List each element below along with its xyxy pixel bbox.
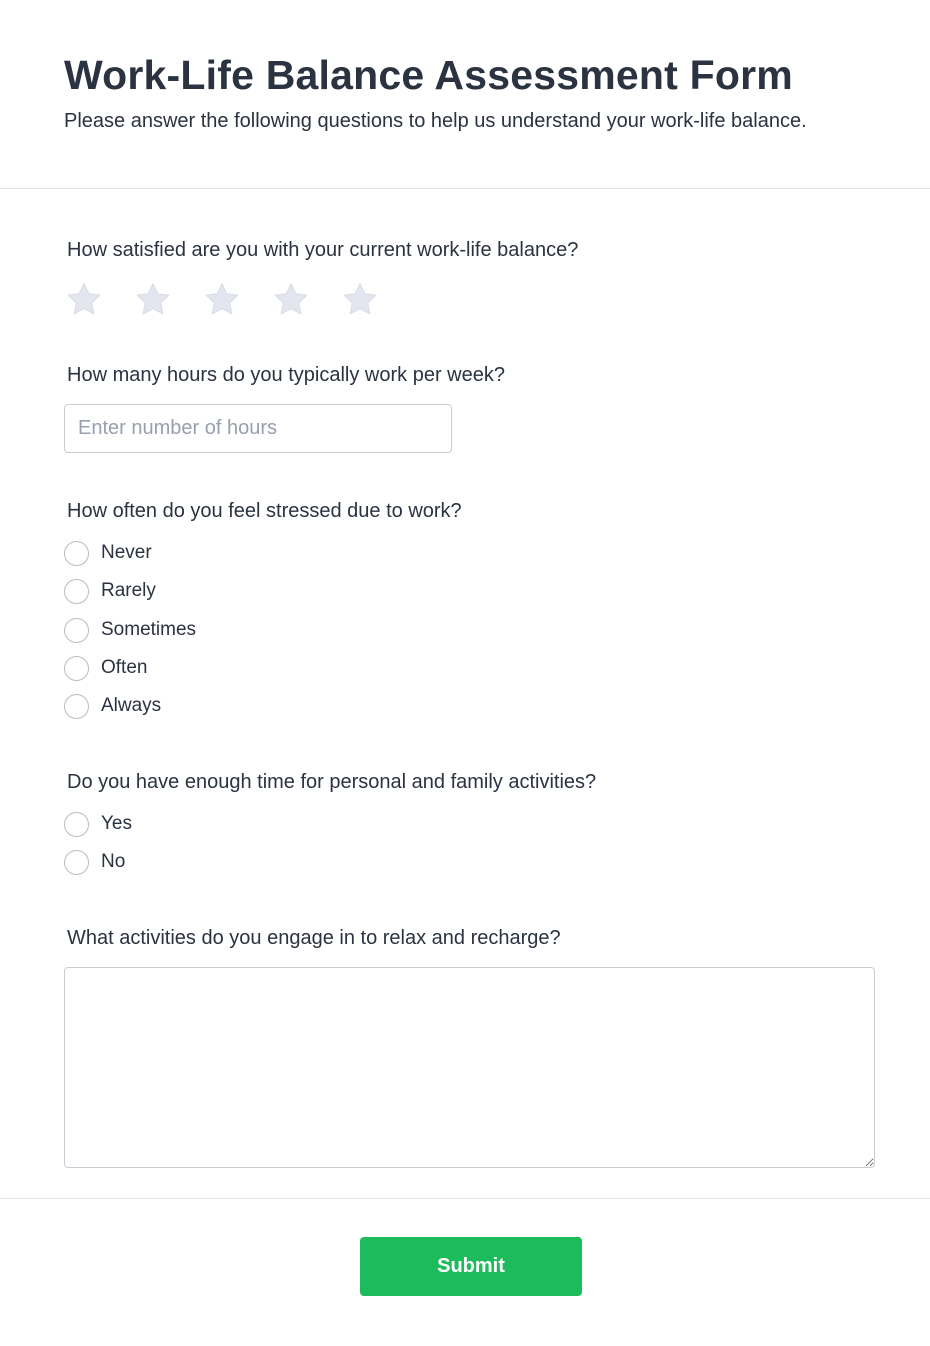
star-icon [271, 280, 311, 320]
stress-option-often[interactable] [64, 655, 147, 681]
star-icon [133, 280, 173, 320]
radio-button[interactable] [64, 812, 89, 837]
hours-input[interactable] [64, 404, 452, 453]
question-hours-label: How many hours do you typically work per week? [67, 364, 505, 386]
stress-option-never[interactable] [64, 540, 152, 566]
radio-label: Rarely [101, 580, 156, 601]
question-activities-label: What activities do you engage in to relax and recharge? [67, 927, 561, 949]
radio-button[interactable] [64, 541, 89, 566]
submit-button[interactable]: Submit [360, 1237, 582, 1296]
satisfaction-rating [64, 280, 409, 320]
star-icon [340, 280, 380, 320]
star-icon [202, 280, 242, 320]
rating-star-3[interactable] [202, 280, 242, 320]
radio-label: Always [101, 695, 162, 716]
page-subtitle: Please answer the following questions to help us understand your work-life balance. [64, 110, 807, 132]
radio-label: No [101, 851, 126, 872]
radio-label: Sometimes [101, 619, 197, 640]
personal-time-option-no[interactable] [64, 849, 125, 875]
question-stress-label: How often do you feel stressed due to work? [67, 500, 462, 522]
radio-label: Never [101, 542, 152, 563]
stress-option-sometimes[interactable] [64, 617, 196, 643]
rating-star-4[interactable] [271, 280, 311, 320]
footer-divider [0, 1198, 930, 1199]
personal-time-option-yes[interactable] [64, 811, 132, 837]
star-icon [64, 280, 104, 320]
question-personal-time-label: Do you have enough time for personal and family activities? [67, 771, 597, 793]
page-title: Work-Life Balance Assessment Form [64, 52, 793, 98]
stress-option-always[interactable] [64, 693, 161, 719]
radio-label: Often [101, 657, 148, 678]
stress-option-rarely[interactable] [64, 578, 156, 604]
radio-button[interactable] [64, 850, 89, 875]
rating-star-2[interactable] [133, 280, 173, 320]
radio-label: Yes [101, 813, 132, 834]
activities-textarea[interactable] [64, 967, 875, 1168]
radio-button[interactable] [64, 694, 89, 719]
form-header [0, 0, 930, 189]
radio-button[interactable] [64, 618, 89, 643]
rating-star-1[interactable] [64, 280, 104, 320]
radio-button[interactable] [64, 656, 89, 681]
rating-star-5[interactable] [340, 280, 380, 320]
question-satisfaction-label: How satisfied are you with your current work-life balance? [67, 239, 579, 261]
radio-button[interactable] [64, 579, 89, 604]
